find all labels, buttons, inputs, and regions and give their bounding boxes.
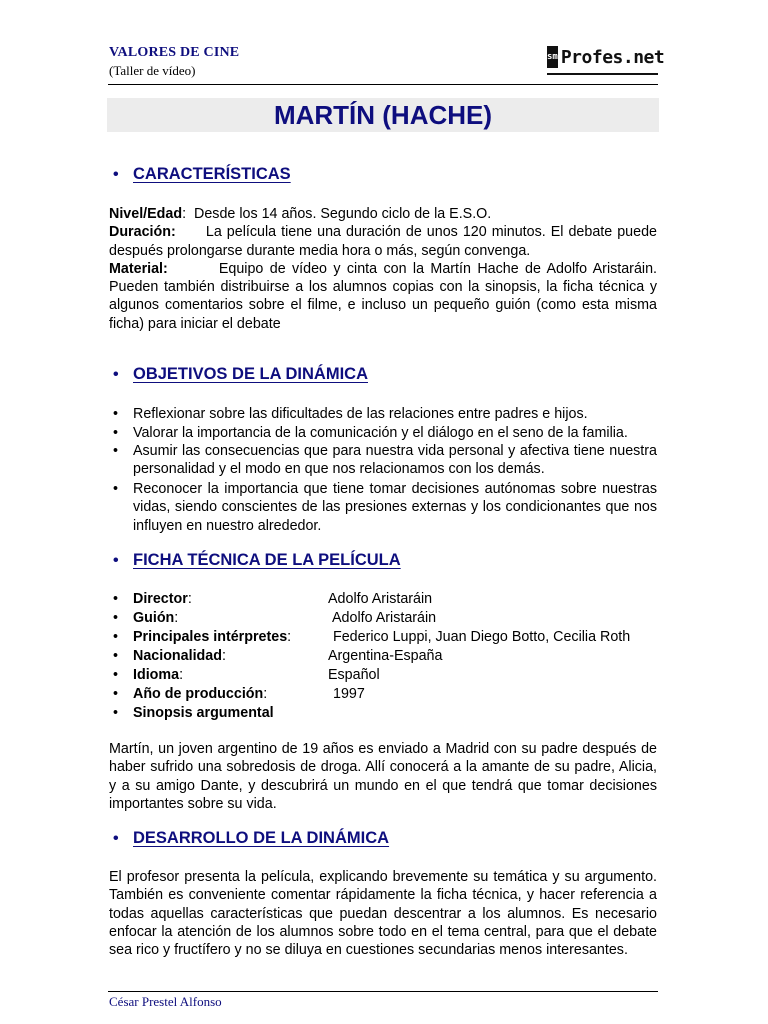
bullet: • bbox=[113, 667, 119, 683]
tech-label: Sinopsis argumental bbox=[133, 705, 274, 721]
tech-row-interpretes bbox=[113, 628, 657, 647]
section-label: FICHA TÉCNICA DE LA PELÍCULA bbox=[133, 551, 401, 569]
header-subtitle: (Taller de vídeo) bbox=[109, 63, 196, 78]
tech-value: Argentina-España bbox=[328, 648, 443, 664]
sinopsis-paragraph: Martín, un joven argentino de 19 años es enviado a Madrid con su padre después de haber sufrido una sobredosis de droga. Allí conocerá a la amante de su padre, Alicia, y a su amigo Dante, y descubrirá un mundo en el que tendrá que tomar decisiones importantes sobre su vida. bbox=[109, 741, 657, 812]
characteristics-block bbox=[109, 205, 657, 333]
document-title: MARTÍN (HACHE) bbox=[273, 99, 493, 130]
tech-label: Nacionalidad bbox=[133, 648, 222, 664]
tech-row-idioma bbox=[113, 666, 657, 685]
tech-colon: : bbox=[263, 686, 268, 702]
logo-badge: sm bbox=[547, 46, 558, 68]
tech-row-sinopsis bbox=[113, 704, 657, 723]
section-label: OBJETIVOS DE LA DINÁMICA bbox=[133, 365, 368, 383]
desarrollo-paragraph: El profesor presenta la película, explicando brevemente su temática y su argumento. También es conveniente comentar rápidamente la ficha técnica, y hacer referencia a todas aquellas características que puedan descentrar a los alumnos. Es necesario enfocar la atención de los alumnos sobre todo en el tema central, para que el debate sea rico y fructífero y no se diluya en cuestiones secundarias menos interesantes. bbox=[109, 869, 657, 959]
bullet: • bbox=[113, 648, 119, 664]
bullet: • bbox=[113, 481, 119, 497]
header-title: VALORES DE CINE bbox=[109, 45, 240, 60]
material-label: Material: bbox=[109, 260, 168, 277]
objective-text: Valorar la importancia de la comunicación y el diálogo en el seno de la familia. bbox=[133, 425, 628, 441]
bullet: • bbox=[113, 443, 119, 459]
bullet: • bbox=[113, 686, 119, 702]
tech-value: Adolfo Aristaráin bbox=[328, 591, 433, 607]
document-title-band bbox=[107, 98, 659, 132]
tech-value: Adolfo Aristaráin bbox=[332, 610, 437, 626]
objective-item bbox=[113, 480, 657, 535]
logo-underline bbox=[547, 73, 658, 75]
tech-colon: : bbox=[187, 591, 192, 607]
bullet: • bbox=[113, 166, 119, 183]
tech-colon: : bbox=[221, 648, 226, 664]
tech-label: Director bbox=[133, 591, 188, 607]
nivel-label: Nivel/Edad bbox=[109, 206, 183, 222]
tech-label: Año de producción bbox=[133, 686, 264, 702]
section-heading-caracteristicas bbox=[113, 165, 291, 184]
nivel-line: Nivel/Edad: Desde los 14 años. Segundo ciclo de la E.S.O. bbox=[109, 206, 492, 222]
header-rule bbox=[108, 84, 658, 85]
objective-item bbox=[113, 424, 657, 442]
objective-text: Reflexionar sobre las dificultades de las relaciones entre padres e hijos. bbox=[133, 406, 588, 422]
bullet: • bbox=[113, 552, 119, 569]
tech-colon: : bbox=[179, 667, 184, 683]
profes-net-logo bbox=[547, 43, 665, 71]
duracion-label: Duración: bbox=[109, 224, 176, 241]
duracion-line bbox=[109, 223, 657, 260]
nivel-text: Desde los 14 años. Segundo ciclo de la E.S.O. bbox=[194, 206, 492, 222]
bullet: • bbox=[113, 591, 119, 607]
tech-row-nacionalidad bbox=[113, 647, 657, 666]
objective-item bbox=[113, 405, 657, 423]
tech-value: Federico Luppi, Juan Diego Botto, Cecilia Roth bbox=[333, 629, 631, 645]
tech-value: 1997 bbox=[333, 686, 365, 702]
objective-item bbox=[113, 442, 657, 479]
material-text: Equipo de vídeo y cinta con la Martín Hache de Adolfo Aristaráin. Pueden también distribuirse a los alumnos copias con la sinopsis, la ficha técnica y algunos comentarios sobre el filme, e incluso un pequeño guión (como esta misma ficha) para iniciar el debate bbox=[109, 260, 657, 332]
bullet: • bbox=[113, 830, 119, 847]
section-label: CARACTERÍSTICAS bbox=[133, 165, 291, 183]
tech-colon: : bbox=[174, 610, 179, 626]
objective-text: Reconocer la importancia que tiene tomar decisiones autónomas sobre nuestras vidas, siendo conscientes de las presiones externas y los condicionantes que nos influyen en nuestro alrededor. bbox=[133, 481, 657, 534]
footer-author: César Prestel Alfonso bbox=[109, 994, 222, 1009]
objective-text: Asumir las consecuencias que para nuestra vida personal y afectiva tiene nuestra personalidad y el modo en que nos relacionamos con los demás. bbox=[133, 443, 657, 478]
logo-text: Profes.net bbox=[560, 46, 665, 68]
section-heading-objetivos bbox=[113, 365, 368, 384]
tech-row-guion bbox=[113, 609, 657, 628]
bullet: • bbox=[113, 629, 119, 645]
footer-rule bbox=[108, 991, 658, 992]
tech-label: Guión bbox=[133, 610, 175, 626]
tech-row-director bbox=[113, 590, 657, 609]
duracion-text: La película tiene una duración de unos 120 minutos. El debate puede después prolongarse durante media hora o más, según convenga. bbox=[109, 224, 657, 259]
bullet: • bbox=[113, 406, 119, 422]
bullet: • bbox=[113, 425, 119, 441]
tech-label: Principales intérpretes bbox=[133, 629, 288, 645]
bullet: • bbox=[113, 610, 119, 626]
section-label: DESARROLLO DE LA DINÁMICA bbox=[133, 829, 390, 847]
material-line bbox=[109, 260, 657, 333]
tech-colon: : bbox=[287, 629, 292, 645]
tech-row-ano bbox=[113, 685, 657, 704]
tech-value: Español bbox=[328, 667, 380, 683]
bullet: • bbox=[113, 705, 119, 721]
tech-label: Idioma bbox=[133, 667, 180, 683]
section-heading-desarrollo bbox=[113, 829, 389, 848]
bullet: • bbox=[113, 366, 119, 383]
section-heading-ficha bbox=[113, 551, 401, 570]
